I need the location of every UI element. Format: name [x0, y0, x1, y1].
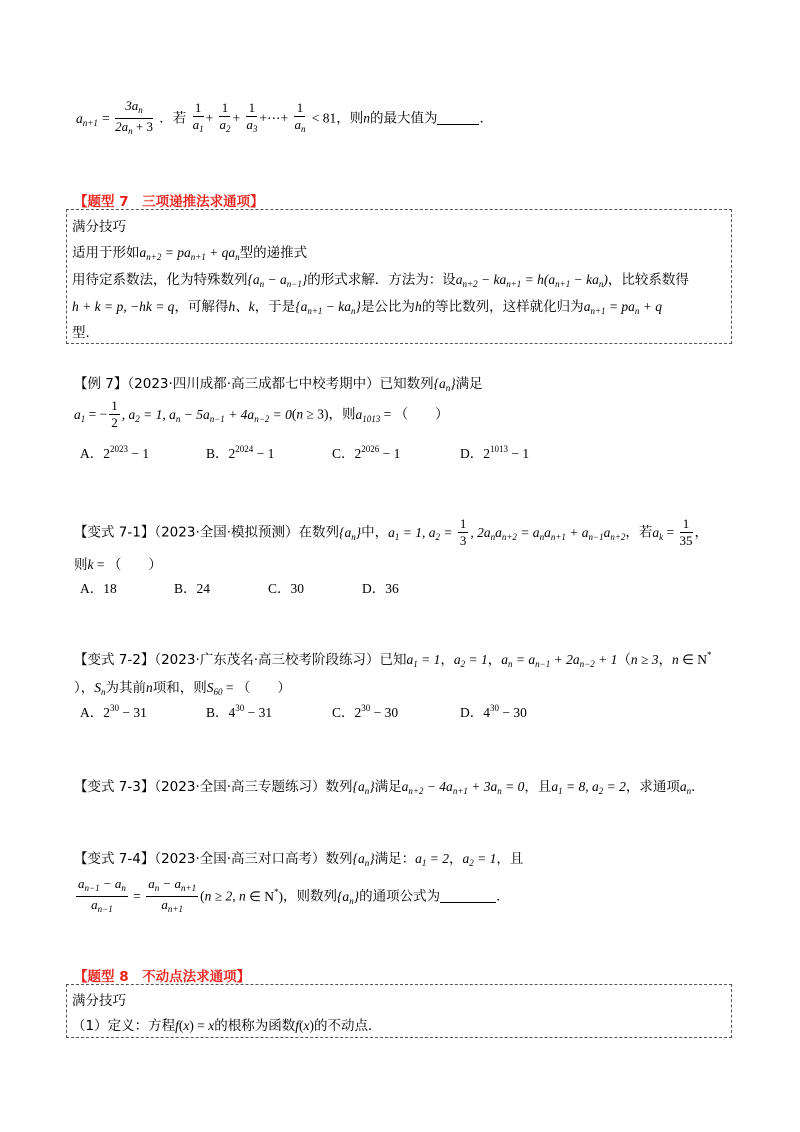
variant-7-2-ask: ），$S_n$为其前n项和，则$S_{60}$ = （ ） [74, 680, 291, 697]
answer-blank[interactable] [440, 902, 496, 903]
variant-7-1-stem: 【变式 7-1】（2023·全国·模拟预测）在数列$\{a_n\}$中，$a_1 = 1$, $a_2$ = $\frac{1}{3}$ , $2a_na_{n+2} = a_na_{n+1} + a_{n-1}a_{n+2}$，若$a_k$ = $\frac{1}{35}$ ， [74, 516, 709, 548]
inequality: < 81 [311, 110, 337, 126]
choice-a[interactable]: A．$2^{30} - 31$ [80, 703, 147, 720]
tip-line-4: 型． [72, 325, 99, 341]
example-7-condition: $a_1$ = − $\frac{1}{2}$ , $a_2 = 1$, $a_n - 5a_{n-1} + 4a_{n-2} = 0(n \ge 3)$，则$a_{1013}$ = （ ） [74, 398, 449, 430]
top-sep: ．若 [159, 110, 187, 127]
choice-b[interactable]: B．$2^{2024} - 1$ [206, 444, 275, 461]
tip-line-1: 适用于形如$a_{n+2} = pa_{n+1} + qa_n$型的递推式 [72, 245, 308, 262]
variant-7-2-stem: 【变式 7-2】（2023·广东茂名·高三校考阶段练习）已知$a_1 = 1$，$a_2 = 1$，$a_n = a_{n-1} + 2a_{n-2} + 1(n \ge 3$，n ∈ N* [74, 650, 712, 669]
math-an1: $a_{n+1}$ [76, 110, 98, 128]
choice-c[interactable]: C．$2^{2026} - 1$ [332, 444, 401, 461]
section-heading-7: 【题型 7 三项递推法求通项】 [74, 194, 264, 210]
choice-d[interactable]: D．$4^{30} - 30$ [460, 703, 527, 720]
example-7-stem: 【例 7】（2023·四川成都·高三成都七中校考期中）已知数列$\{a_n\}$满足 [74, 376, 483, 393]
top-problem: $a_{n+1}$ = $\frac{3a_n}{2a_n + 3}$ ．若 $\frac{1}{a_1}$ + $\frac{1}{a_2}$ + $\frac{1}{a_3}$ +⋯+ $\frac{1}{a_n}$ < 81，则n的最大值为 ． [76, 98, 493, 139]
choice-c[interactable]: C．$2^{30} - 30$ [332, 703, 399, 720]
answer-blank[interactable] [437, 124, 479, 125]
tip-line-3: h + k = p, −hk = q，可解得h、k，于是$\{a_{n+1} - ka_n\}$是公比为h的等比数列，这样就化归为$a_{n+1} = pa_n + q$ [72, 299, 663, 316]
example-7-choices [80, 442, 529, 462]
tip-box-title: 满分技巧 [72, 219, 126, 235]
tip-8-item-1: （1）定义：方程f(x) = x的根称为函数f(x)的不动点． [72, 1018, 382, 1034]
choice-d[interactable]: D．36 [362, 581, 399, 596]
variant-7-4-condition: $\frac{a_{n-1} - a_n}{a_{n-1}}$ = $\frac{a_n - a_{n+1}}{a_{n+1}}$ (n ≥ 2, n ∈ N*)，则数列$\{a_n\}$的通项公式为 ． [78, 876, 510, 914]
variant-7-4-stem: 【变式 7-4】（2023·全国·高三对口高考）数列$\{a_n\}$满足：$a_1 = 2$，$a_2 = 1$，且 [74, 851, 524, 868]
choice-b[interactable]: B．24 [174, 581, 211, 596]
tip-box-title: 满分技巧 [72, 993, 126, 1009]
variant-7-1-choices [80, 577, 399, 597]
choice-c[interactable]: C．30 [268, 581, 305, 596]
choice-d[interactable]: D．$2^{1013} - 1$ [460, 444, 530, 461]
choice-b[interactable]: B．$4^{30} - 31$ [206, 703, 273, 720]
tip-line-2: 用待定系数法，化为特殊数列$\{a_n - a_{n-1}\}$的形式求解．方法为：设$a_{n+2} - ka_{n+1} = h(a_{n+1} - ka_n)$，比较系数得 [72, 272, 689, 289]
fraction-recurrence: $\frac{3a_n}{2a_n + 3}$ [115, 98, 153, 136]
choice-a[interactable]: A．18 [80, 581, 117, 596]
choice-a[interactable]: A．$2^{2023} - 1$ [80, 444, 150, 461]
variant-7-3-stem: 【变式 7-3】（2023·全国·高三专题练习）数列$\{a_n\}$满足$a_{n+2} - 4a_{n+1} + 3a_n = 0$，且$a_1 = 8$, $a_2 = 2$，求通项$a_n$． [74, 779, 705, 796]
section-heading-8: 【题型 8 不动点法求通项】 [74, 969, 251, 985]
variant-7-2-choices [80, 701, 527, 721]
variant-7-1-ask: 则k = （ ） [74, 557, 162, 573]
